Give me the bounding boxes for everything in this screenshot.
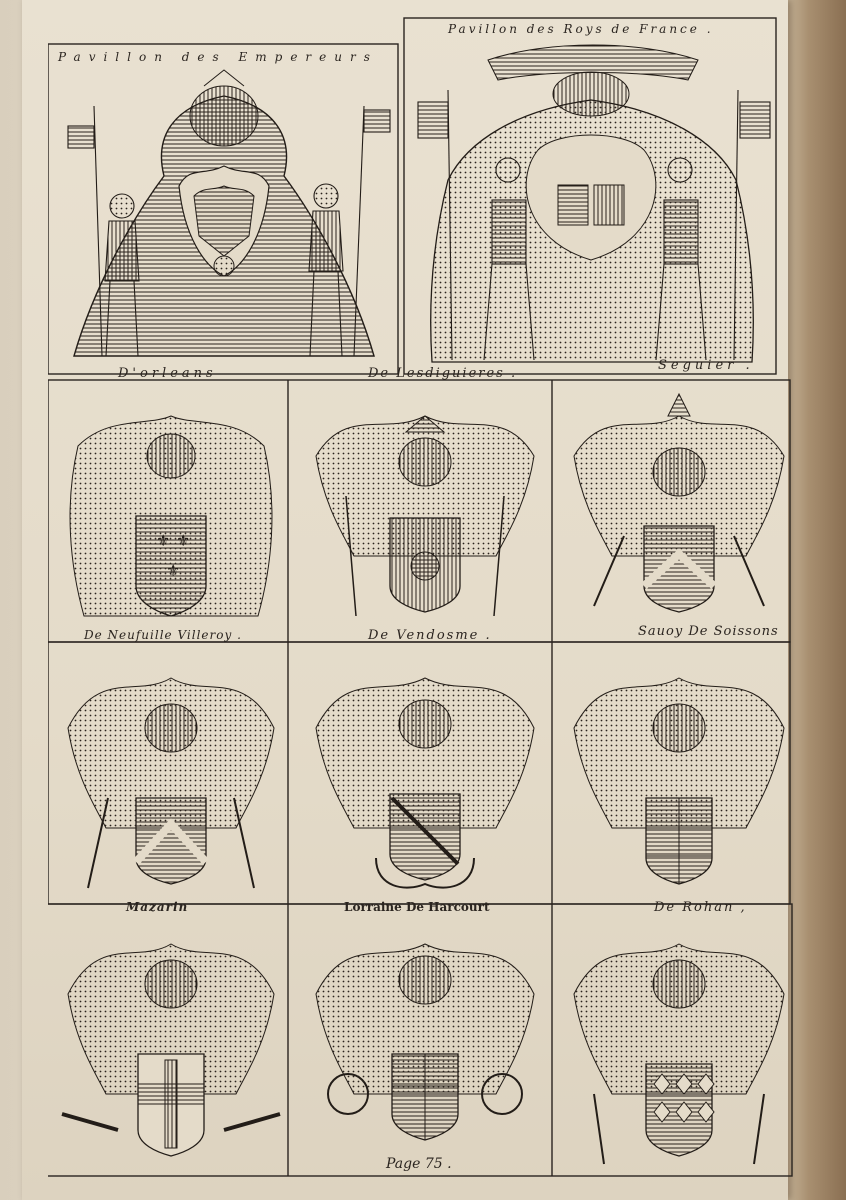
label-vendosme: De Vendosme . (368, 628, 492, 643)
arms-rohan (564, 914, 794, 1176)
emperor-pavilion (54, 66, 394, 370)
arms-vendosme (306, 648, 544, 898)
kings-pavilion (408, 40, 774, 370)
arms-lesdiguieres (306, 386, 544, 636)
arms-savoy-soissons (564, 648, 794, 898)
svg-text:⚜: ⚜ (166, 561, 181, 580)
arms-seguier (564, 386, 794, 636)
title-emperors: Pavillon des Empereurs (58, 50, 378, 64)
label-lesdiguieres: De Lesdiguieres . (368, 366, 518, 381)
label-soissons: Sauoy De Soissons (638, 624, 779, 639)
svg-text:⚜: ⚜ (156, 531, 171, 550)
page (22, 0, 788, 1200)
label-neufville: De Neufuille Villeroy . (84, 628, 242, 642)
arms-mazarin (58, 914, 284, 1176)
page-number: Page 75 . (386, 1156, 452, 1172)
label-seguier: Seguier . (658, 358, 754, 373)
arms-lorraine-harcourt (306, 914, 544, 1154)
label-rohan: De Rohan , (654, 900, 747, 915)
label-lorraine-harcourt: Lorraine De Harcourt (344, 900, 490, 914)
arms-neufville-villeroy (58, 648, 284, 898)
label-mazarin: Mazarin (126, 900, 189, 914)
heraldry-plate (48, 14, 806, 1186)
svg-text:⚜: ⚜ (176, 531, 191, 550)
arms-dorleans (58, 386, 284, 636)
label-dorleans: D'orleans (118, 366, 217, 381)
title-kings-france: Pavillon des Roys de France . (448, 22, 714, 36)
